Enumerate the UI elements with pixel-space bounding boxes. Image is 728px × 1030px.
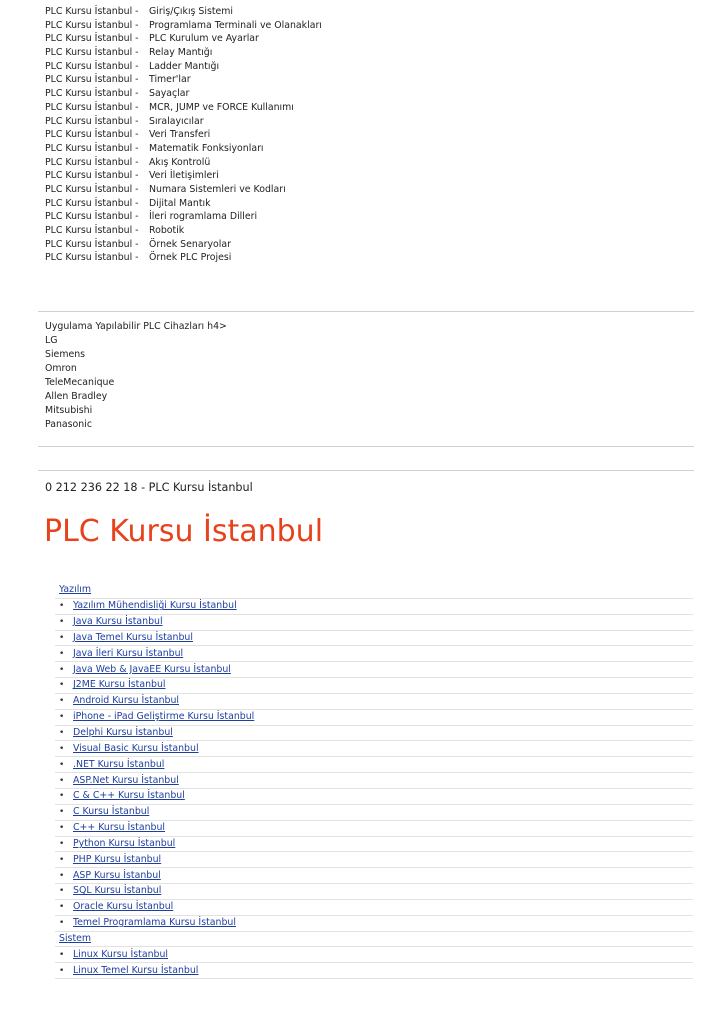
topic-prefix: PLC Kursu İstanbul - [45,183,139,195]
topic-prefix: PLC Kursu İstanbul - [45,60,139,72]
menu-list-item [55,599,693,615]
topic-title: Robotik [149,225,185,236]
menu-item-link[interactable]: Java İleri Kursu İstanbul [73,647,184,659]
topic-prefix: PLC Kursu İstanbul - [45,115,139,127]
topic-row [45,224,322,238]
topic-title: Veri Transferi [149,129,211,141]
menu-item-link[interactable]: iPhone - iPad Geliştirme Kursu İstanbul [73,711,255,723]
topic-row [45,238,322,252]
topic-row [45,60,322,74]
device-item: Mitsubishi [45,405,93,416]
bullet-icon: • [59,696,65,707]
topic-row [45,183,322,197]
topic-title: Programlama Terminali ve Olanakları [149,19,322,31]
bullet-icon: • [59,632,65,643]
menu-item-link[interactable]: Python Kursu İstanbul [73,837,176,849]
topic-prefix: PLC Kursu İstanbul - [45,156,139,168]
menu-item-link[interactable]: PHP Kursu İstanbul [73,853,162,865]
menu-item-link[interactable]: Delphi Kursu İstanbul [73,727,173,739]
topic-title: Örnek PLC Projesi [149,252,232,264]
topic-title: Ladder Mantığı [149,60,220,72]
menu-item-link[interactable]: Oracle Kursu İstanbul [73,901,174,913]
bullet-icon: • [59,791,65,802]
bullet-icon: • [59,823,65,834]
topic-title: MCR, JUMP ve FORCE Kullanımı [149,101,294,113]
bullet-icon: • [59,949,65,960]
menu-list-item [55,963,693,979]
menu-list-item [55,646,693,662]
menu-item-link[interactable]: Temel Programlama Kursu İstanbul [73,917,236,929]
topic-row [45,73,322,87]
menu-list-item [55,678,693,694]
menu-list-item [55,947,693,963]
bullet-icon: • [59,870,65,881]
bullet-icon: • [59,965,65,976]
menu-list-item [55,805,693,821]
topic-row [45,251,322,265]
menu-list-item [55,821,693,837]
topic-prefix: PLC Kursu İstanbul - [45,252,139,264]
bullet-icon: • [59,680,65,691]
topic-row [45,101,322,115]
device-item: Panasonic [45,419,92,430]
menu-item-link[interactable]: Java Temel Kursu İstanbul [73,631,193,643]
bullet-icon: • [59,807,65,818]
divider [38,470,694,471]
menu-item-link[interactable]: ASP.Net Kursu İstanbul [73,774,179,786]
topic-row [45,210,322,224]
device-item: LG [45,335,58,346]
menu-list-item [55,773,693,789]
topic-title: Veri İletişimleri [149,170,219,182]
topic-title: Numara Sistemleri ve Kodları [149,183,286,195]
topic-row [45,169,322,183]
site-title[interactable]: PLC Kursu İstanbul [44,514,324,549]
topic-row [45,197,322,211]
menu-item-link[interactable]: ASP Kursu İstanbul [73,869,161,881]
device-item: Omron [45,363,77,374]
menu-list-item [55,868,693,884]
bullet-icon: • [59,854,65,865]
menu-item-link[interactable]: SQL Kursu İstanbul [73,885,162,897]
menu-list-item [55,852,693,868]
divider [38,446,694,447]
topic-prefix: PLC Kursu İstanbul - [45,47,139,59]
menu-list-item [55,694,693,710]
topic-prefix: PLC Kursu İstanbul - [45,33,139,45]
menu-list-item [55,884,693,900]
device-section [45,320,227,432]
menu-list-item [55,662,693,678]
topic-prefix: PLC Kursu İstanbul - [45,74,139,86]
topic-title: PLC Kurulum ve Ayarlar [149,33,259,45]
topic-prefix: PLC Kursu İstanbul - [45,6,139,17]
topic-row [45,32,322,46]
menu-category-link[interactable]: Sistem [55,932,693,948]
menu-item-link[interactable]: .NET Kursu İstanbul [73,758,165,770]
menu-item-link[interactable]: J2ME Kursu İstanbul [73,679,166,691]
topic-prefix: PLC Kursu İstanbul - [45,170,139,182]
topic-row [45,19,322,33]
topic-prefix: PLC Kursu İstanbul - [45,19,139,31]
menu-item-link[interactable]: Visual Basic Kursu İstanbul [73,742,199,754]
menu-item-link[interactable]: Android Kursu İstanbul [73,695,180,707]
topic-title: Sayaçlar [149,88,190,100]
menu-list-item [55,837,693,853]
topic-row [45,115,322,129]
menu-list-item [55,710,693,726]
device-item: Allen Bradley [45,391,108,402]
menu-list-item [55,916,693,932]
device-heading: Uygulama Yapılabilir PLC Cihazları h4> [45,321,227,332]
topic-row [45,46,322,60]
bullet-icon: • [59,918,65,929]
topic-list [45,5,322,265]
bullet-icon: • [59,712,65,723]
device-item: TeleMecanique [45,377,115,388]
menu-item-link[interactable]: Java Kursu İstanbul [73,616,163,628]
category-menu [55,583,693,979]
bullet-icon: • [59,902,65,913]
menu-list-item [55,789,693,805]
topic-prefix: PLC Kursu İstanbul - [45,225,139,236]
topic-row [45,128,322,142]
bullet-icon: • [59,743,65,754]
bullet-icon: • [59,617,65,628]
topic-title: Giriş/Çıkış Sistemi [149,6,234,17]
divider [38,311,694,312]
menu-list-item [55,757,693,773]
topic-title: Örnek Senaryolar [149,238,231,250]
contact-phone-line: 0 212 236 22 18 - PLC Kursu İstanbul [45,481,253,494]
topic-title: Matematik Fonksiyonları [149,142,264,154]
bullet-icon: • [59,648,65,659]
topic-title: Relay Mantığı [149,47,213,59]
bullet-icon: • [59,759,65,770]
menu-list-item [55,615,693,631]
menu-item-link[interactable]: C++ Kursu İstanbul [73,822,166,834]
topic-prefix: PLC Kursu İstanbul - [45,129,139,141]
menu-list-item [55,741,693,757]
device-list [45,334,227,432]
bullet-icon: • [59,728,65,739]
menu-item-link[interactable]: C Kursu İstanbul [73,806,150,818]
topic-title: Akış Kontrolü [149,156,211,168]
topic-prefix: PLC Kursu İstanbul - [45,238,139,250]
topic-prefix: PLC Kursu İstanbul - [45,101,139,113]
topic-row [45,142,322,156]
topic-title: Timer'lar [149,74,191,86]
topic-row [45,156,322,170]
menu-list-item [55,900,693,916]
bullet-icon: • [59,775,65,786]
menu-item-link[interactable]: Linux Kursu İstanbul [73,948,169,960]
menu-item-link[interactable]: Yazılım Mühendisliği Kursu İstanbul [73,600,237,612]
topic-title: Dijital Mantık [149,197,211,209]
bullet-icon: • [59,664,65,675]
menu-list-item [55,726,693,742]
menu-item-link[interactable]: C & C++ Kursu İstanbul [73,790,185,802]
topic-title: Sıralayıcılar [149,115,204,127]
topic-prefix: PLC Kursu İstanbul - [45,142,139,154]
topic-prefix: PLC Kursu İstanbul - [45,211,139,223]
device-item: Siemens [45,349,86,360]
topic-prefix: PLC Kursu İstanbul - [45,88,139,100]
topic-row [45,87,322,101]
bullet-icon: • [59,886,65,897]
bullet-icon: • [59,838,65,849]
bullet-icon: • [59,601,65,612]
menu-list-item [55,631,693,647]
menu-item-link[interactable]: Java Web & JavaEE Kursu İstanbul [73,663,231,675]
menu-item-link[interactable]: Linux Temel Kursu İstanbul [73,964,199,976]
topic-prefix: PLC Kursu İstanbul - [45,197,139,209]
topic-title: İleri rogramlama Dilleri [149,211,258,223]
topic-row [45,5,322,19]
menu-category-link[interactable]: Yazılım [55,583,693,599]
